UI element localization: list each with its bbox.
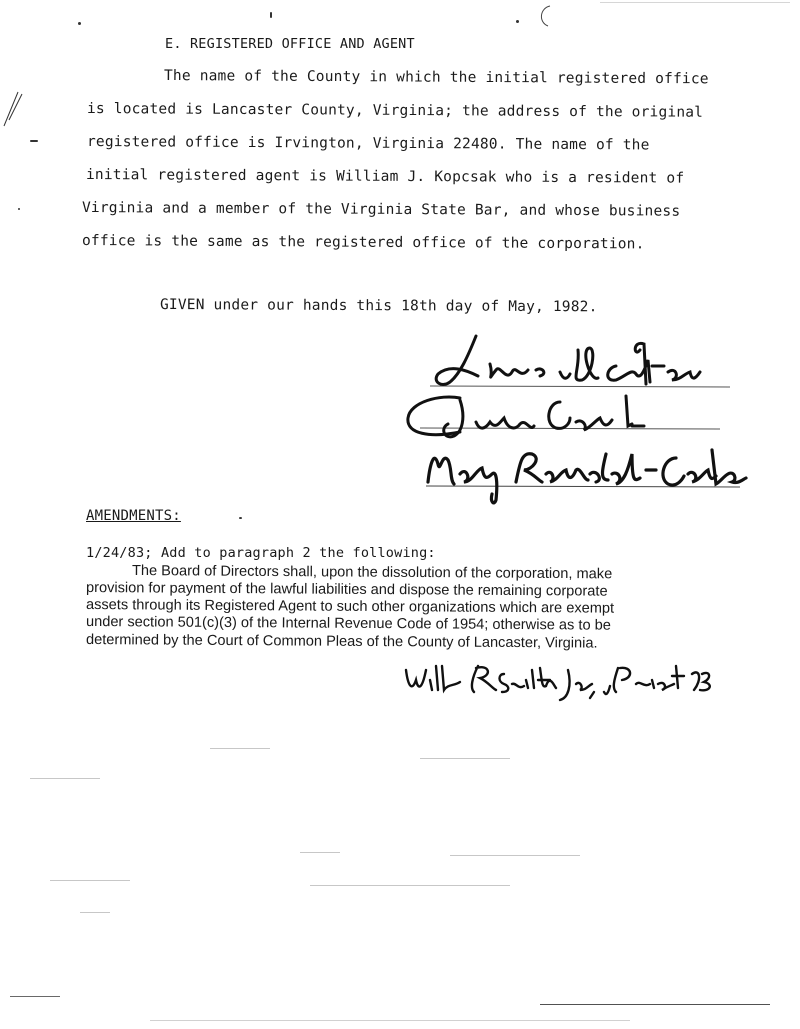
scan-noise <box>310 885 510 886</box>
scan-noise <box>50 880 130 881</box>
given-line: GIVEN under our hands this 18th day of May, 1982. <box>159 297 598 316</box>
signature-william-smith-jr <box>400 656 730 704</box>
paragraph-line: registered office is Irvington, Virginia 22480. The name of the <box>86 134 650 154</box>
scan-noise <box>150 1020 630 1021</box>
scan-noise <box>540 1004 770 1005</box>
scan-noise <box>30 778 100 779</box>
scan-speck <box>516 20 519 23</box>
paragraph-line: is located is Lancaster County, Virginia; the address of the original <box>86 101 704 121</box>
paragraph-line: office is the same as the registered office of the corporation. <box>81 233 645 253</box>
paragraph-line: The name of the County in which the initial registered office <box>163 68 709 88</box>
scan-noise <box>80 912 110 913</box>
signature-james-carter <box>400 388 740 446</box>
paragraph-line: initial registered agent is William J. Kopcsak who is a resident of <box>85 167 685 187</box>
amendment-line: provision for payment of the lawful liabilities and dispose the remaining corporate <box>85 580 608 600</box>
amendment-line: The Board of Directors shall, upon the dissolution of the corporation, make <box>131 563 613 583</box>
scan-noise <box>300 852 340 853</box>
scan-mark <box>530 2 560 32</box>
amendments-heading: AMENDMENTS: <box>86 508 181 524</box>
amendment-line: determined by the Court of Common Pleas of the County of Lancaster, Virginia. <box>85 632 598 652</box>
amendment-line: assets through its Registered Agent to such other organizations which are exempt <box>85 597 615 617</box>
scan-noise <box>450 855 580 856</box>
scan-speck <box>270 12 272 18</box>
scan-noise <box>210 748 270 749</box>
paragraph-line: Virginia and a member of the Virginia State Bar, and whose business <box>81 200 681 220</box>
amendment-line: under section 501(c)(3) of the Internal Revenue Code of 1954; otherwise as to be <box>85 614 611 634</box>
scan-noise <box>420 758 510 759</box>
scan-speck <box>30 140 38 142</box>
scan-noise <box>600 2 790 3</box>
signature-mary-randolph-carter <box>420 440 750 510</box>
scan-noise <box>10 996 60 997</box>
scan-mark <box>0 90 24 130</box>
scan-speck <box>239 517 242 519</box>
scan-speck <box>18 208 20 210</box>
scan-speck <box>78 22 81 25</box>
section-heading: E. REGISTERED OFFICE AND AGENT <box>165 36 415 52</box>
amendment-date-line: 1/24/83; Add to paragraph 2 the following: <box>86 545 436 561</box>
